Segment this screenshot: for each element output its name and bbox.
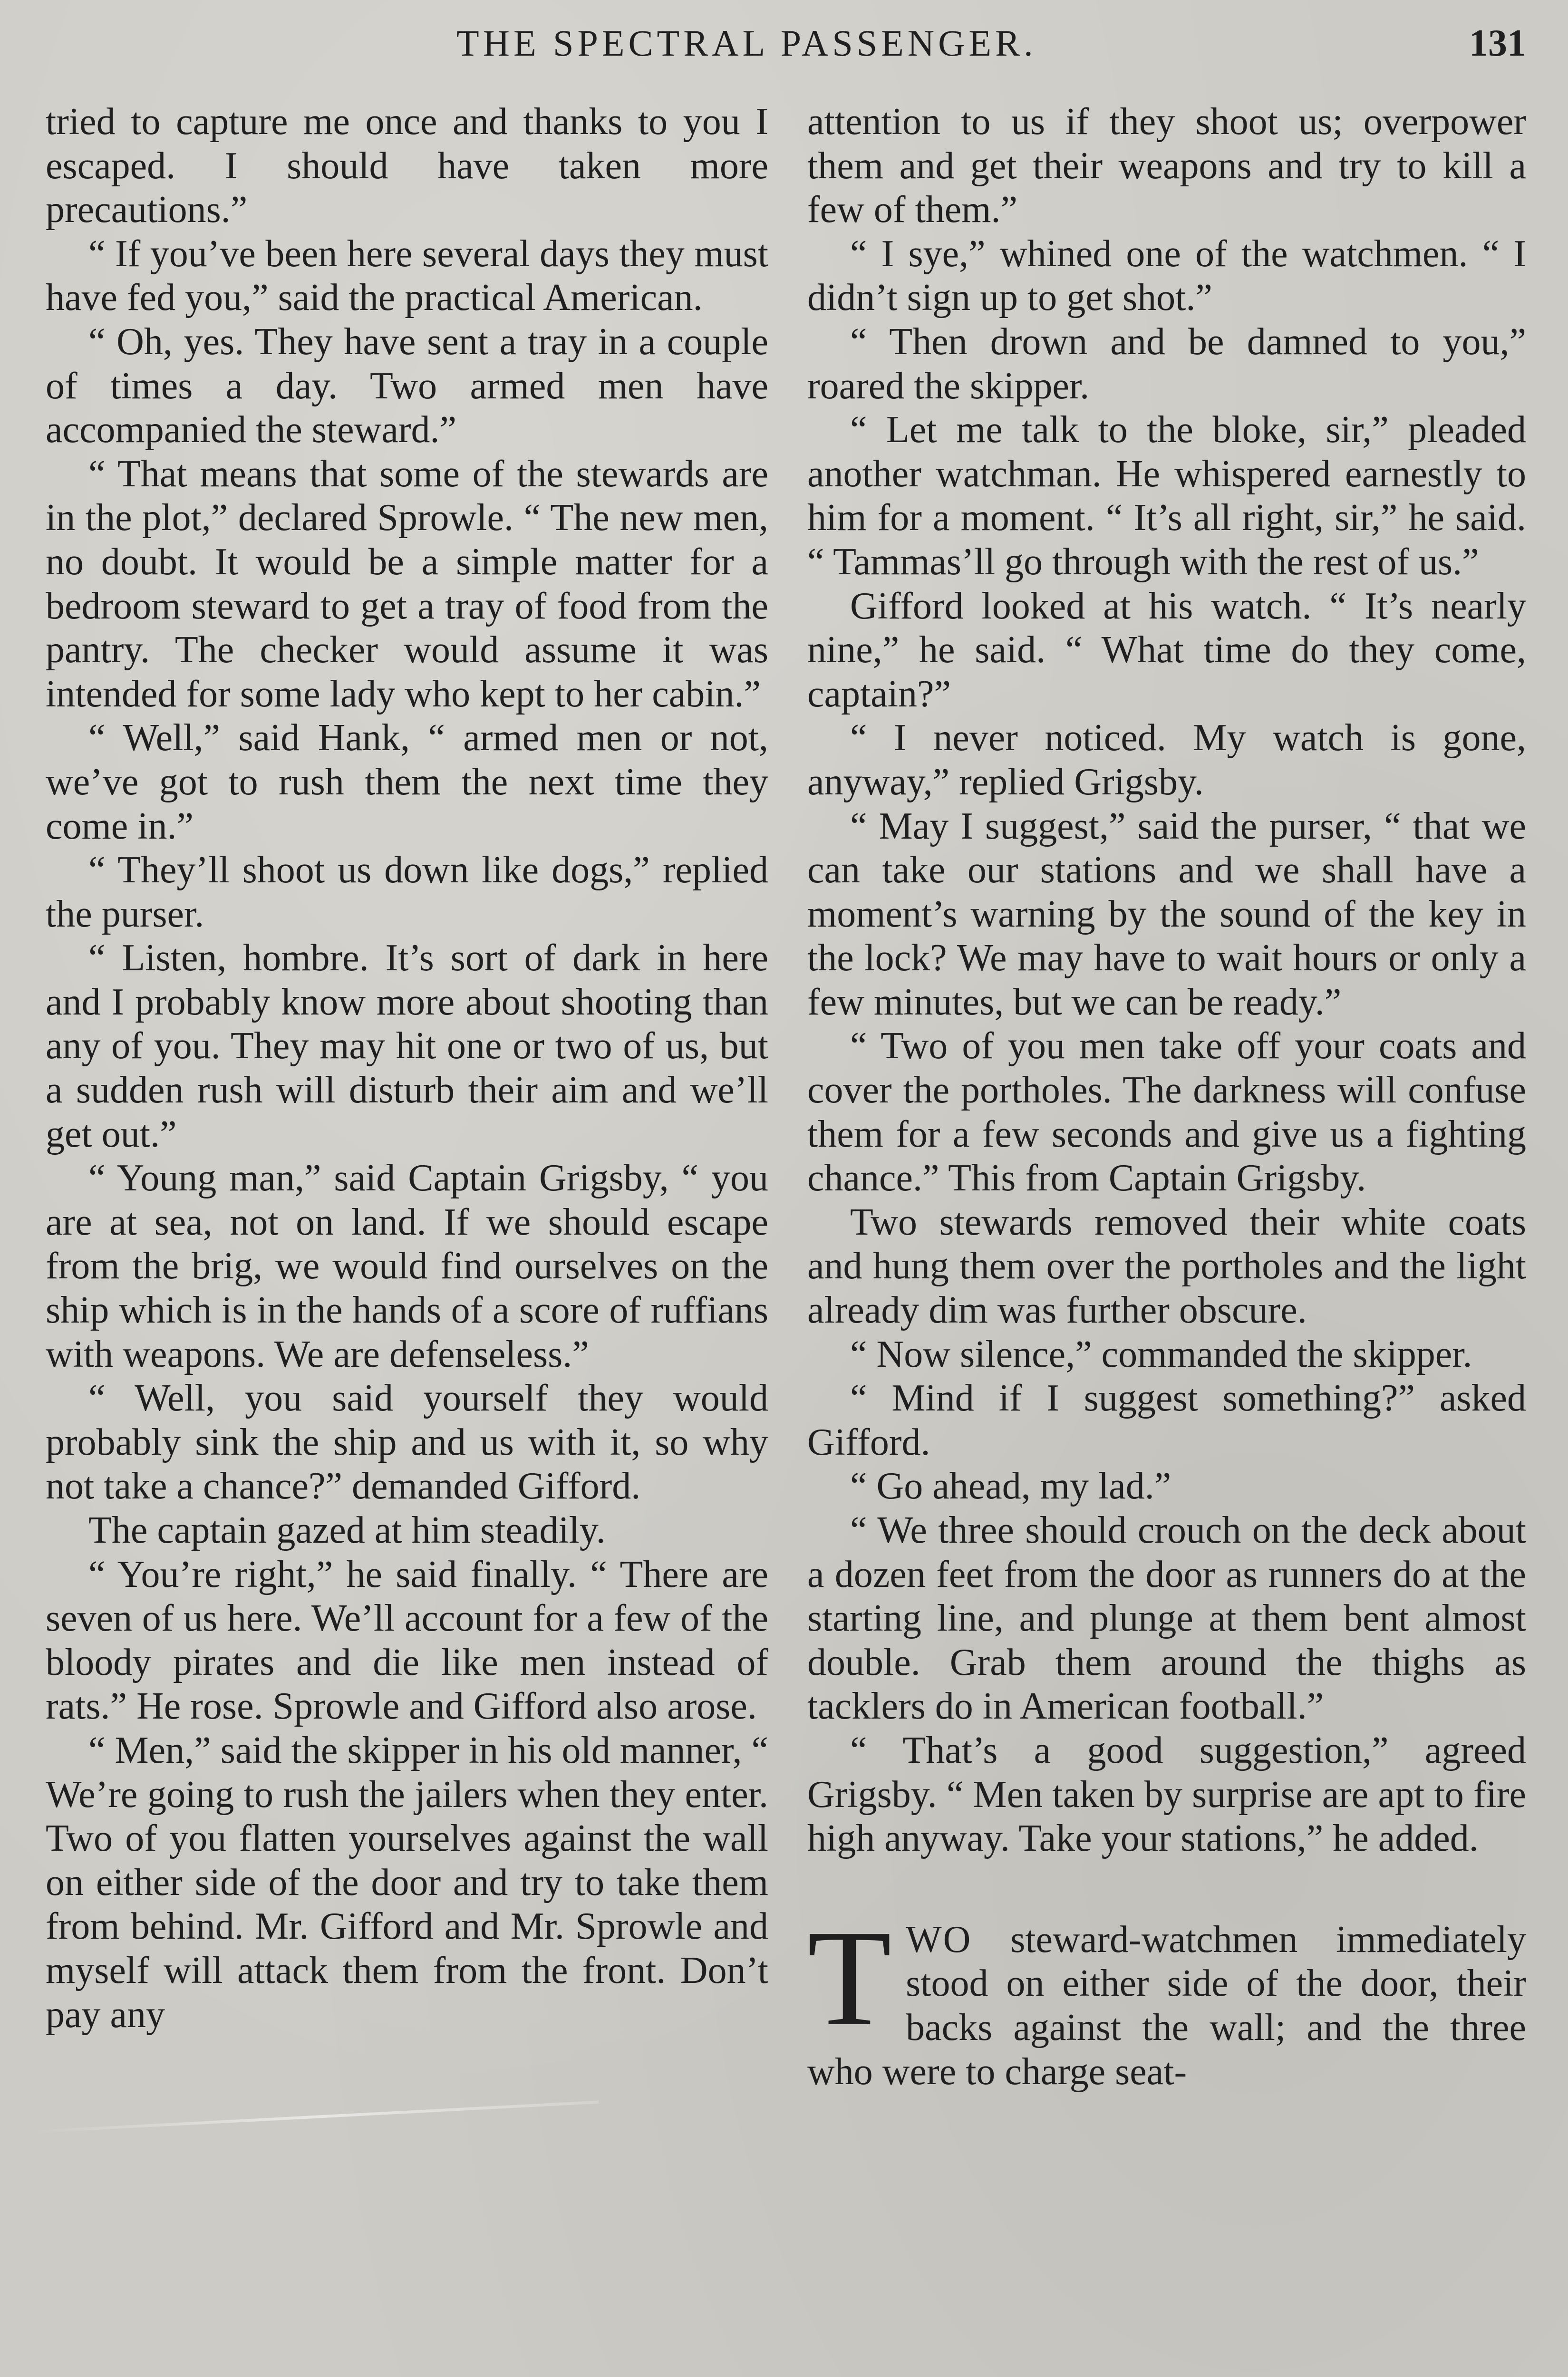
paragraph: “ Men,” said the skipper in his old manner, “ We’re going to rush the jailers when they enter. Two of you flatten yourselves against the wall on either side of the door and try to take them from behind. Mr. Gifford and Mr. Sprowle and myself will attack them from the front. Don’t pay any (46, 1729, 768, 2036)
drop-cap: T (807, 1901, 892, 2054)
running-title: THE SPECTRAL PASSENGER. (456, 22, 1037, 64)
paragraph: “ Listen, hombre. It’s sort of dark in here and I probably know more about shooting than any of you. They may hit one or two of us, but a sudden rush will disturb their aim and we’ll get out.” (46, 937, 768, 1155)
lead-in-smallcaps: WO (906, 1918, 972, 1961)
paragraph: “ Let me talk to the bloke, sir,” pleaded another watchman. He whispered earnestly to him for a moment. “ It’s all right, sir,” he said. “ Tammas’ll go through with the rest of us.” (807, 409, 1526, 583)
paragraph: “ You’re right,” he said finally. “ There are seven of us here. We’ll account for a few of the bloody pirates and die like men instead of rats.” He rose. Sprowle and Gifford also arose. (46, 1553, 768, 1728)
paragraph: “ We three should crouch on the deck about a dozen feet from the door as runners do at the starting line, and plunge at them bent almost double. Grab them around the thighs as tacklers do in American football.” (807, 1509, 1526, 1728)
paragraph: “ They’ll shoot us down like dogs,” replied the purser. (46, 849, 768, 935)
paragraph: “ Mind if I suggest something?” asked Gifford. (807, 1377, 1526, 1463)
paragraph: tried to capture me once and thanks to you I escaped. I should have taken more precautions.” (46, 101, 768, 231)
paragraph: “ Well,” said Hank, “ armed men or not, we’ve got to rush them the next time they come in.” (46, 717, 768, 847)
paragraph: “ May I suggest,” said the purser, “ that we can take our stations and we shall have a moment’s warning by the sound of the key in the lock? We may have to wait hours or only a few minutes, but we can be ready.” (807, 805, 1526, 1023)
right-column-paragraphs (807, 100, 1526, 1861)
page-header (0, 17, 1568, 69)
paragraph: “ I sye,” whined one of the watchmen. “ I didn’t sign up to get shot.” (807, 232, 1526, 319)
paragraph: attention to us if they shoot us; overpower them and get their weapons and try to kill a few of them.” (807, 101, 1526, 231)
paragraph: Two stewards removed their white coats and hung them over the portholes and the light already dim was further obscure. (807, 1201, 1526, 1332)
right-column (807, 100, 1526, 2094)
paragraph: “ Go ahead, my lad.” (850, 1465, 1171, 1507)
paragraph: “ That means that some of the stewards are in the plot,” declared Sprowle. “ The new men, no doubt. It would be a simple matter for a bedroom steward to get a tray of food from the pantry. The checker would assume it was intended for some lady who kept to her cabin.” (46, 453, 768, 715)
paragraph: “ Two of you men take off your coats and cover the portholes. The darkness will confuse them for a few seconds and give us a fighting chance.” This from Captain Grigsby. (807, 1025, 1526, 1199)
paragraph: “ Now silence,” commanded the skipper. (850, 1333, 1472, 1375)
paragraph: “ Well, you said yourself they would probably sink the ship and us with it, so why not take a chance?” demanded Gifford. (46, 1377, 768, 1507)
paragraph: “ Young man,” said Captain Grigsby, “ you are at sea, not on land. If we should escape from the brig, we would find ourselves on the ship which is in the hands of a score of ruffians with weapons. We are defenseless.” (46, 1157, 768, 1375)
paper-crease (29, 2101, 599, 2134)
paragraph: “ I never noticed. My watch is gone, anyway,” replied Grigsby. (807, 717, 1526, 803)
paragraph: “ Then drown and be damned to you,” roared the skipper. (807, 320, 1526, 407)
left-column (46, 100, 768, 2037)
closing-paragraph-text: steward-watchmen immediately stood on either side of the door, their backs against the wall; and the three who were to charge seat- (807, 1918, 1526, 2093)
paragraph: The captain gazed at him steadily. (88, 1509, 606, 1551)
paragraph: “ If you’ve been here several days they must have fed you,” said the practical American. (46, 232, 768, 319)
paragraph: Gifford looked at his watch. “ It’s nearly nine,” he said. “ What time do they come, captain?” (807, 585, 1526, 715)
closing-paragraph (807, 1901, 1526, 2094)
paragraph: “ Oh, yes. They have sent a tray in a couple of times a day. Two armed men have accompanied the steward.” (46, 320, 768, 451)
paragraph: “ That’s a good suggestion,” agreed Grigsby. “ Men taken by surprise are apt to fire high anyway. Take your stations,” he added. (807, 1729, 1526, 1860)
page-number: 131 (1469, 22, 1526, 64)
